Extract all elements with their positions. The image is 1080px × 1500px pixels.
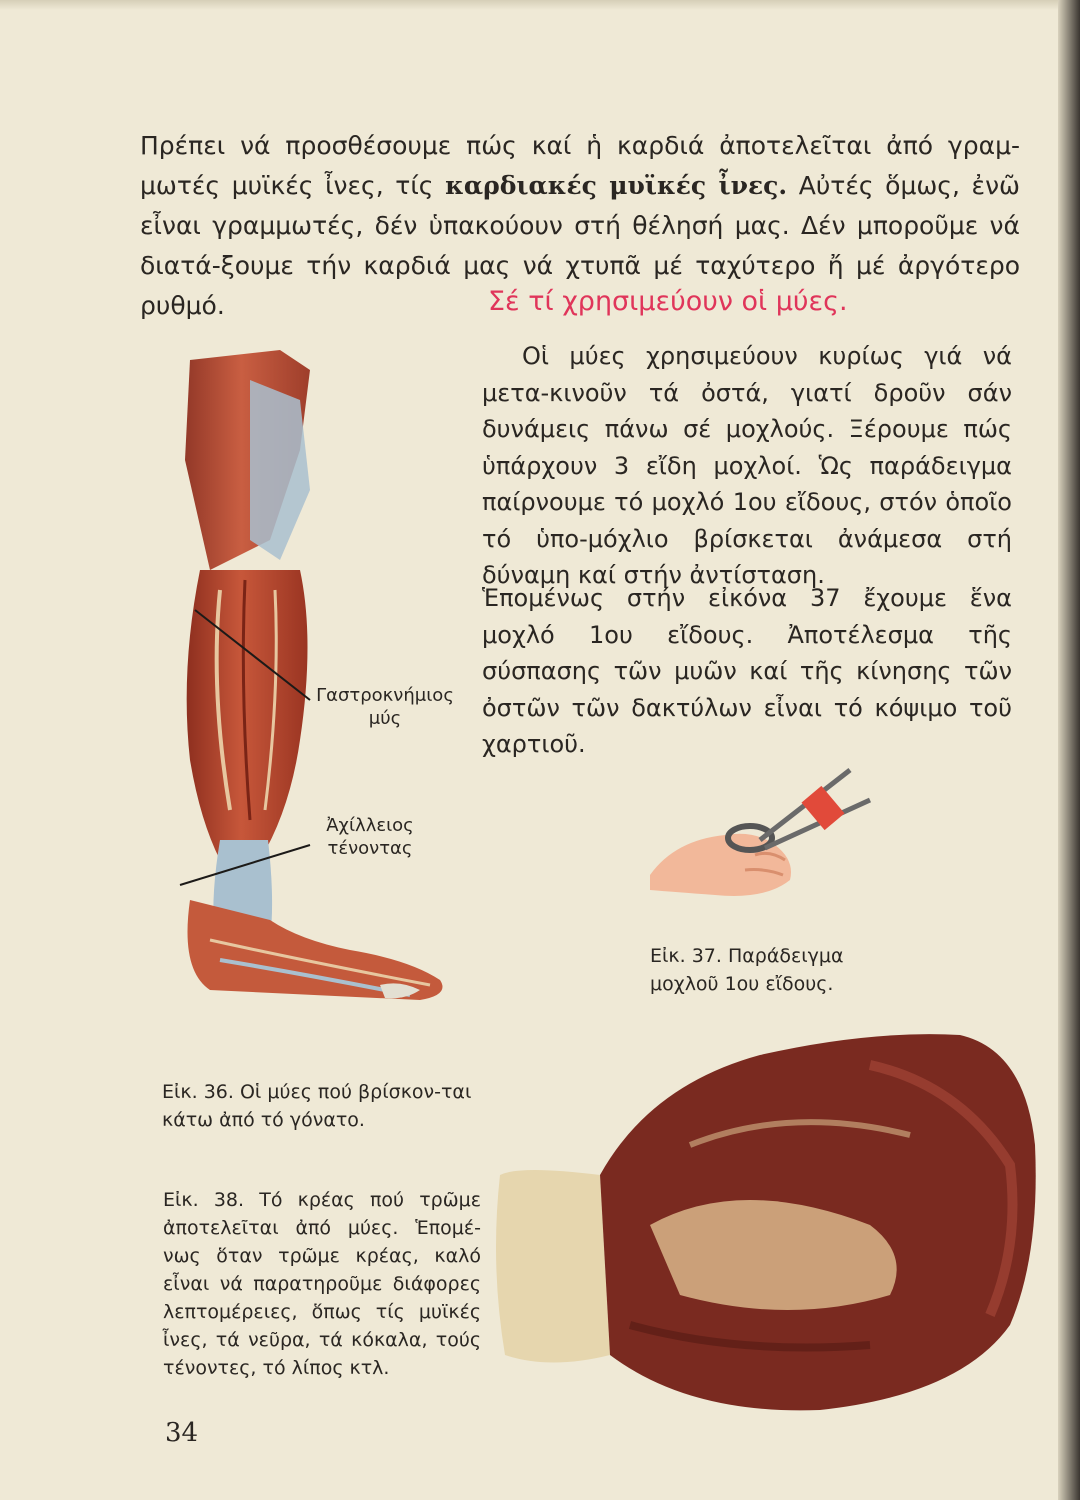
figure-38-caption: Εἰκ. 38. Τό κρέας πού τρῶμε ἀποτελεῖται ἀπό μύες. Ἑπομέ-νως ὅταν τρῶμε κρέας, καλό εἶναι νά παρατηροῦμε διάφορες λεπτομέρειες, ὅπως τίς μυϊκές ἶνες, τά νεῦρα, τά κόκαλα, τούς τένοντες, τό λίπος κτλ.: [163, 1189, 481, 1379]
intro-text-end: Αὐτές ὅμως, ἐνῶ εἶναι γραμμωτές, δέν ὑπακούουν στή θέλησή μας. Δέν μποροῦμε νά διατά-ξουμε τήν καρδιά μας νά χτυπᾶ μέ ταχύτερο ἤ μέ ἀργότερο ρυθμό.: [140, 171, 1020, 320]
intro-bold-term: καρδιακές μυϊκές ἶνες.: [445, 171, 788, 200]
achilles-label: [310, 814, 430, 860]
hand-scissors-illustration: [645, 760, 880, 910]
achilles-label-line2: τένοντας: [327, 838, 413, 859]
body-paragraph-1: Οἱ μύες χρησιμεύουν κυρίως γιά νά μετα-κινοῦν τά ὀστά, γιατί δροῦν σάν δυνάμεις πάνω σέ μοχλούς. Ξέρουμε πώς ὑπάρχουν 3 εἴδη μοχλοί. Ὡς παράδειγμα παίρνουμε τό μοχλό 1ου εἴδους, στόν ὁποῖο τό ὑπο-μόχλιο βρίσκεται ἀνάμεσα στή δύναμη καί στήν ἀντίσταση.: [482, 342, 1012, 589]
page-edge-right: [1058, 0, 1080, 1500]
leg-muscles-illustration: [150, 340, 460, 1020]
page-number: 34: [165, 1418, 199, 1448]
achilles-label-line1: Ἀχίλλειος: [326, 815, 414, 836]
section-heading: Σέ τί χρησιμεύουν οἱ μύες.: [488, 286, 848, 317]
body-paragraph-2: Ἑπομένως στήν εἰκόνα 37 ἔχουμε ἕνα μοχλό 1ου εἴδους. Ἀποτέλεσμα τῆς σύσπασης τῶν μυῶν καί τῆς κίνησης τῶν ὀστῶν τῶν δακτύλων εἶναι τό κόψιμο τοῦ χαρτιοῦ.: [482, 584, 1012, 758]
gastrocnemius-label: [310, 684, 460, 730]
figure-37-caption: Εἰκ. 37. Παράδειγμα μοχλοῦ 1ου εἴδους.: [650, 945, 844, 995]
figure-36-caption: Εἰκ. 36. Οἱ μύες πού βρίσκον-ται κάτω ἀπό τό γόνατο.: [162, 1081, 472, 1131]
intro-text: Πρέπει νά προσθέσουμε πώς καί ἡ καρδιά ἀποτελεῖται ἀπό γραμ-μωτές μυϊκές ἶνες, τίς: [140, 131, 1020, 200]
meat-photo: [490, 1025, 1045, 1415]
gastrocnemius-label-line2: μύς: [368, 708, 402, 729]
page-edge-top: [0, 0, 1080, 10]
gastrocnemius-label-line1: Γαστροκνήμιος: [316, 685, 454, 706]
